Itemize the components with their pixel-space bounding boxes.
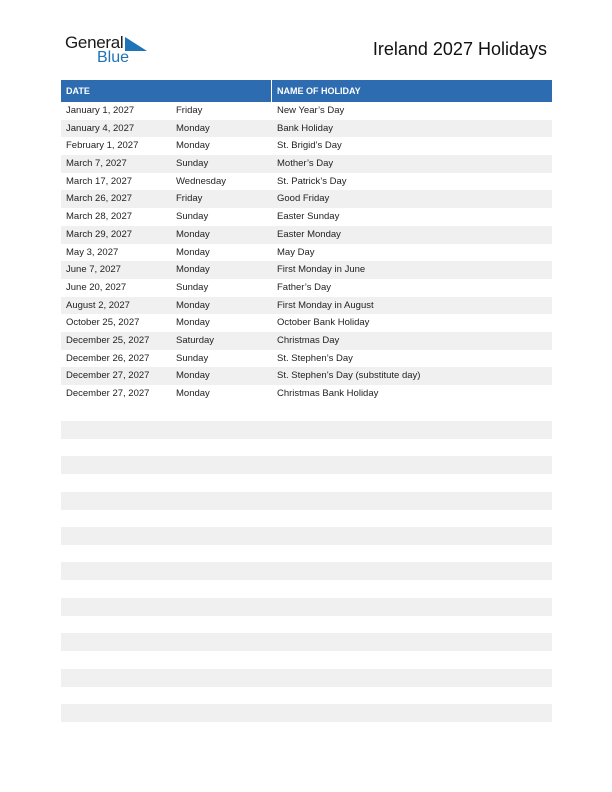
weekday-cell: Sunday	[176, 211, 209, 223]
holiday-name-cell: Easter Sunday	[277, 211, 340, 223]
page-title: Ireland 2027 Holidays	[372, 39, 547, 59]
weekday-cell: Monday	[176, 140, 210, 152]
table-row	[61, 279, 552, 297]
weekday-cell: Wednesday	[176, 175, 226, 187]
table-row	[61, 332, 552, 350]
weekday-cell: Monday	[176, 388, 210, 399]
holiday-name-cell: New Year’s Day	[277, 105, 345, 116]
holiday-name-cell: Bank Holiday	[277, 122, 333, 134]
date-cell: February 1, 2027	[66, 140, 139, 152]
date-cell: June 7, 2027	[66, 264, 121, 276]
weekday-cell: Monday	[176, 228, 210, 240]
date-cell: January 1, 2027	[66, 105, 135, 116]
date-cell: December 25, 2027	[66, 334, 150, 346]
holiday-name-cell: Mother’s Day	[277, 158, 334, 170]
column-header-date: DATE	[66, 86, 90, 96]
weekday-cell: Saturday	[176, 334, 215, 346]
holiday-name-cell: First Monday in June	[277, 264, 366, 276]
weekday-cell: Sunday	[176, 352, 209, 364]
column-header-name: NAME OF HOLIDAY	[277, 86, 361, 96]
logo-word-general: General	[65, 33, 124, 52]
date-cell: March 29, 2027	[66, 228, 133, 240]
blank-row-stripe	[61, 527, 552, 545]
weekday-cell: Friday	[176, 193, 203, 205]
weekday-cell: Monday	[176, 122, 210, 134]
table-row	[61, 297, 552, 315]
blank-row-stripe	[61, 492, 552, 510]
table-row	[61, 314, 552, 332]
date-cell: March 28, 2027	[66, 211, 133, 223]
blank-row-stripe	[61, 456, 552, 474]
table-row	[61, 155, 552, 173]
holiday-name-cell: October Bank Holiday	[277, 317, 370, 329]
weekday-cell: Monday	[176, 246, 210, 258]
logo-word-blue: Blue	[97, 49, 130, 66]
table-row	[61, 350, 552, 368]
holiday-name-cell: Father’s Day	[277, 281, 332, 293]
weekday-cell: Friday	[176, 105, 203, 116]
date-cell: January 4, 2027	[66, 122, 135, 134]
holiday-name-cell: Christmas Day	[277, 334, 340, 346]
blank-row-stripe	[61, 704, 552, 722]
weekday-cell: Monday	[176, 264, 210, 276]
holiday-table	[61, 80, 552, 403]
holiday-name-cell: May Day	[277, 246, 315, 258]
weekday-cell: Sunday	[176, 158, 209, 170]
date-cell: December 26, 2027	[66, 352, 150, 364]
table-row	[61, 120, 552, 138]
table-row	[61, 190, 552, 208]
date-cell: March 7, 2027	[66, 158, 127, 170]
blank-row-stripe	[61, 633, 552, 651]
table-row	[61, 208, 552, 226]
table-row	[61, 137, 552, 155]
blank-row-stripe	[61, 562, 552, 580]
holiday-name-cell: Good Friday	[277, 193, 330, 205]
table-row	[61, 385, 552, 403]
date-cell: December 27, 2027	[66, 370, 150, 382]
holiday-name-cell: St. Stephen’s Day (substitute day)	[277, 370, 421, 382]
holiday-name-cell: St. Stephen’s Day	[277, 352, 353, 364]
table-row	[61, 173, 552, 191]
date-cell: August 2, 2027	[66, 299, 130, 311]
holiday-name-cell: First Monday in August	[277, 299, 374, 311]
weekday-cell: Monday	[176, 317, 210, 329]
table-row	[61, 261, 552, 279]
holiday-name-cell: St. Patrick’s Day	[277, 175, 347, 187]
holiday-name-cell: Easter Monday	[277, 228, 341, 240]
weekday-cell: Monday	[176, 299, 210, 311]
table-row	[61, 367, 552, 385]
logo	[65, 33, 155, 69]
weekday-cell: Sunday	[176, 281, 209, 293]
blank-row-stripe	[61, 421, 552, 439]
date-cell: March 26, 2027	[66, 193, 133, 205]
date-cell: December 27, 2027	[66, 388, 150, 399]
holiday-name-cell: Christmas Bank Holiday	[277, 388, 379, 399]
blank-row-stripe	[61, 598, 552, 616]
holiday-name-cell: St. Brigid’s Day	[277, 140, 342, 152]
table-row	[61, 244, 552, 262]
date-cell: June 20, 2027	[66, 281, 127, 293]
table-header	[61, 80, 552, 102]
table-row	[61, 102, 552, 120]
header-divider	[271, 80, 272, 102]
date-cell: May 3, 2027	[66, 246, 119, 258]
table-body	[61, 102, 552, 403]
date-cell: March 17, 2027	[66, 175, 133, 187]
weekday-cell: Monday	[176, 370, 210, 382]
table-row	[61, 226, 552, 244]
blank-row-stripe	[61, 669, 552, 687]
date-cell: October 25, 2027	[66, 317, 140, 329]
